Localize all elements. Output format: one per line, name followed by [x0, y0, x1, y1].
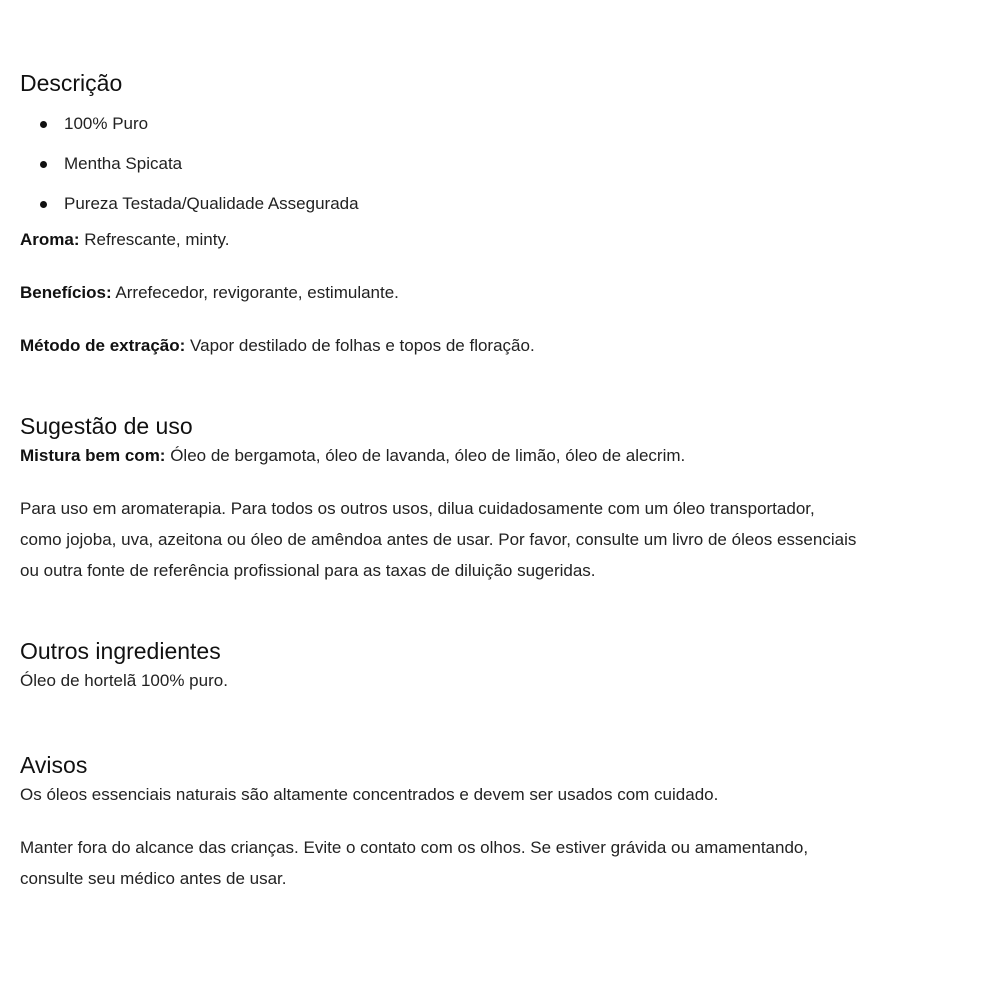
- mistura-text: Óleo de bergamota, óleo de lavanda, óleo de limão, óleo de alecrim.: [165, 446, 686, 465]
- para-uso-line: como jojoba, uva, azeitona ou óleo de amêndoa antes de usar. Por favor, consulte um livro de óleos essenciais: [20, 530, 857, 549]
- metodo-text: Vapor destilado de folhas e topos de floração.: [185, 336, 535, 355]
- list-item: [20, 184, 985, 224]
- avisos-warning-paragraph: [20, 832, 985, 894]
- mistura-line: [20, 440, 985, 471]
- aroma-line: [20, 224, 985, 255]
- sugestao-heading: Sugestão de uso: [20, 413, 193, 439]
- beneficios-text: Arrefecedor, revigorante, estimulante.: [111, 283, 399, 302]
- list-item-text: 100% Puro: [64, 114, 149, 133]
- metodo-line: [20, 330, 985, 361]
- avisos-warning-line: consulte seu médico antes de usar.: [20, 869, 287, 888]
- descricao-heading: Descrição: [20, 70, 123, 96]
- list-item-text: Pureza Testada/Qualidade Assegurada: [64, 194, 359, 213]
- outros-text: Óleo de hortelã 100% puro.: [20, 671, 228, 690]
- descricao-bullet-list: [20, 104, 985, 224]
- avisos-warning-line: Manter fora do alcance das crianças. Evite o contato com os olhos. Se estiver grávida ou amamentando,: [20, 838, 809, 857]
- bullet-icon: [40, 201, 47, 208]
- list-item: [20, 144, 985, 184]
- list-item: [20, 104, 985, 144]
- outros-heading: Outros ingredientes: [20, 638, 221, 664]
- para-uso-paragraph: [20, 493, 985, 586]
- list-item-text: Mentha Spicata: [64, 154, 183, 173]
- beneficios-label: Benefícios:: [20, 283, 112, 302]
- aroma-label: Aroma:: [20, 230, 80, 249]
- metodo-label: Método de extração:: [20, 336, 186, 355]
- beneficios-line: [20, 277, 985, 308]
- bullet-icon: [40, 161, 47, 168]
- aroma-text: Refrescante, minty.: [79, 230, 230, 249]
- product-details: [20, 66, 985, 894]
- bullet-icon: [40, 121, 47, 128]
- mistura-label: Mistura bem com:: [20, 446, 166, 465]
- para-uso-line: Para uso em aromaterapia. Para todos os outros usos, dilua cuidadosamente com um óleo transportador,: [20, 499, 815, 518]
- avisos-text: Os óleos essenciais naturais são altamente concentrados e devem ser usados com cuidado.: [20, 785, 719, 804]
- para-uso-line: ou outra fonte de referência profissional para as taxas de diluição sugeridas.: [20, 561, 596, 580]
- avisos-heading: Avisos: [20, 752, 88, 778]
